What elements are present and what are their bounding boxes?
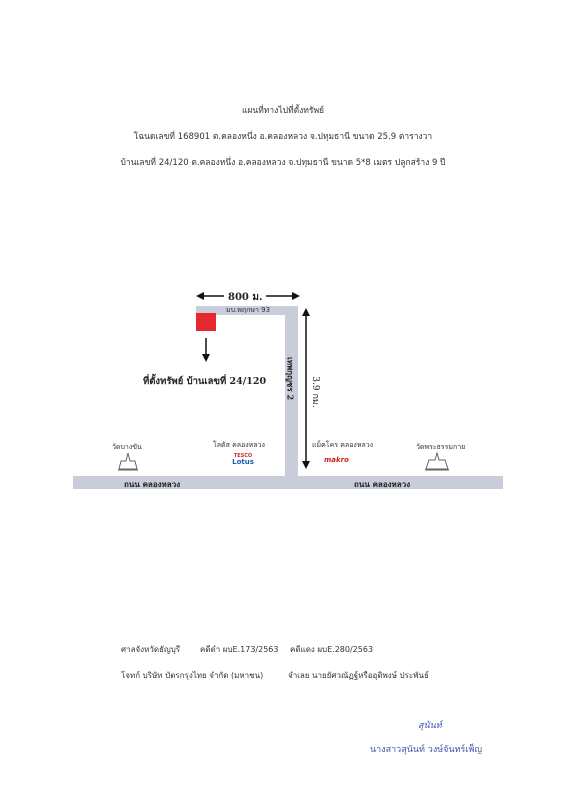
temple-right-label: วัดพระธรรมกาย [416,443,466,451]
property-label: ที่ตั้งทรัพย์ บ้านเลขที่ 24/120 [143,376,267,387]
signer-name: นางสาวสุนันท์ วงษ์จันทร์เพ็ญ [370,745,483,755]
side-distance-label: 3.9 กม. [310,376,320,408]
side-road-label: เทพกุญชร 2 [285,356,296,401]
red-case: คดีแดง ผบE.280/2563 [290,645,374,654]
top-distance-label: 800 ม. [224,290,266,305]
signature: สุนันท์ [418,721,442,731]
map-title: แผนที่ทางไปที่ตั้งทรัพย์ [241,106,325,116]
tesco-logo-bottom: Lotus [232,458,254,466]
temple-left-label: วัดบางขัน [112,443,142,451]
makro-label: แม็คโคร คลองหลวง [312,441,374,449]
defendant: จำเลย นายยัศวณัฏฐ์หรืออุดิพงษ์ ประพันธ์ [288,671,429,680]
temple-icon [117,452,139,472]
main-road-label-right: ถนน คลองหลวง [354,479,411,489]
court-name: ศาลจังหวัดธัญบุรี [121,645,181,654]
title-deed-line: โฉนดเลขที่ 168901 ต.คลองหนึ่ง อ.คลองหลวง จ.ปทุมธานี ขนาด 25.9 ตารางวา [133,132,433,142]
tesco-logo-top: TESCO [233,453,253,459]
village-road-label: มบ.พฤกษา 93 [226,306,271,314]
tesco-label: โลตัส คลองหลวง [213,441,265,449]
plaintiff: โจทก์ บริษัท บัตรกรุงไทย จำกัด (มหาชน) [121,671,264,680]
temple-icon [424,452,450,472]
tesco-logo [230,453,256,466]
makro-logo: makro [324,456,349,464]
black-case: คดีดำ ผบE.173/2563 [200,645,279,654]
main-road-label-left: ถนน คลองหลวง [124,479,181,489]
house-line: บ้านเลขที่ 24/120 ต.คลองหนึ่ง อ.คลองหลวง จ.ปทุมธานี ขนาด 5*8 เมตร ปลูกสร้าง 9 ปี [120,158,446,168]
